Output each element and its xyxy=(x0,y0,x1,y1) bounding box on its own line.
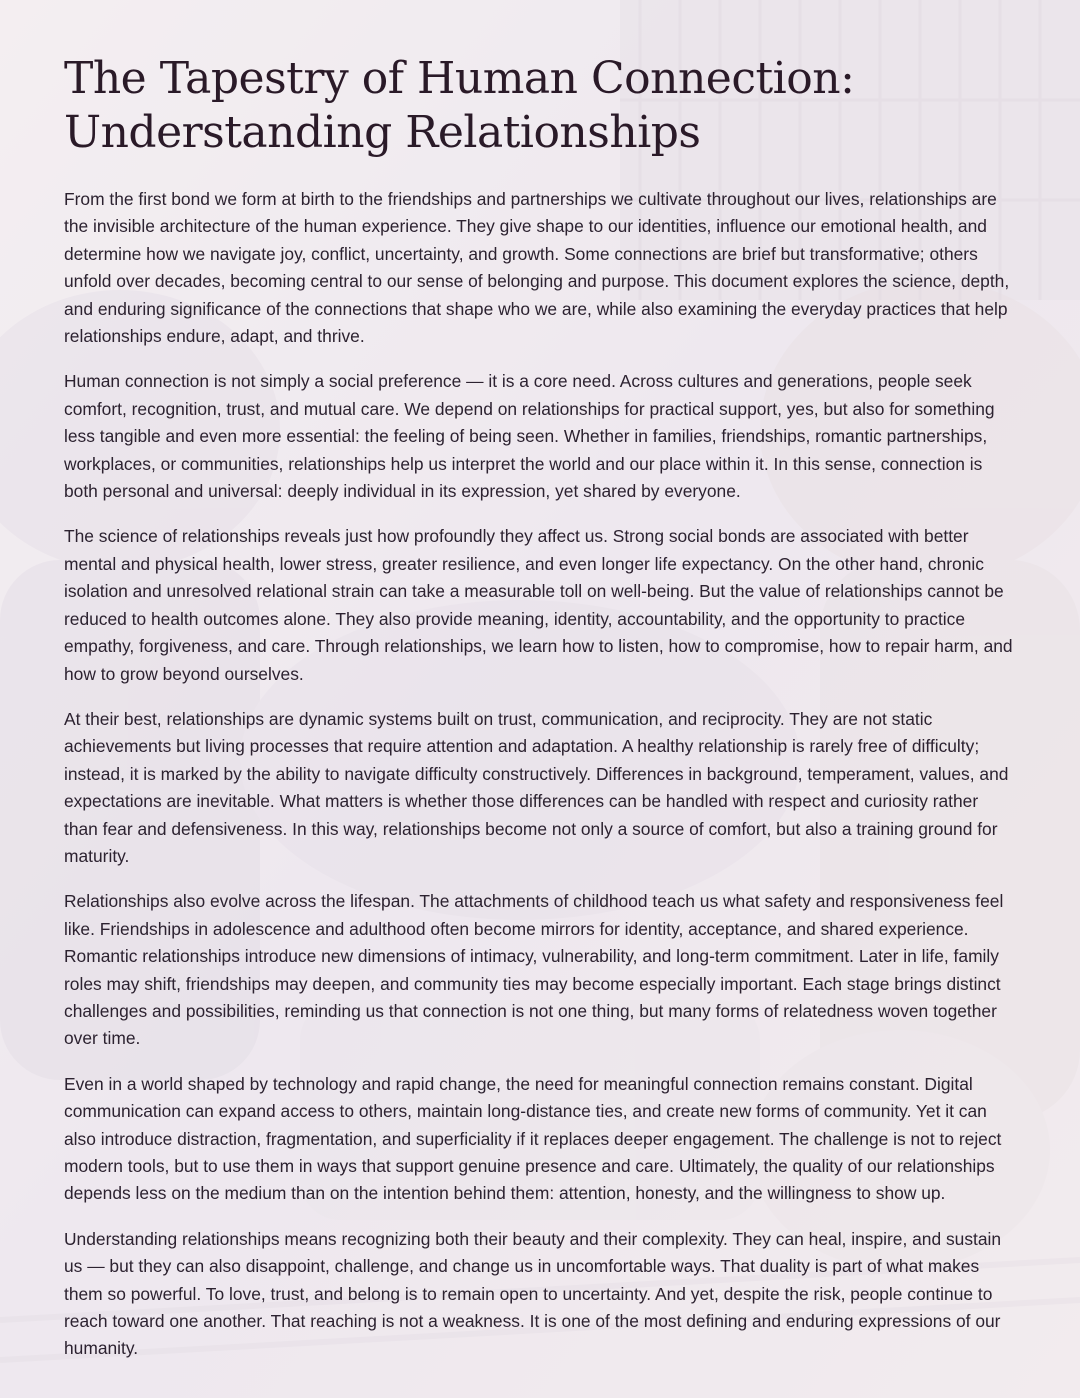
paragraph-5: Relationships also evolve across the lifespan. The attachments of childhood teach us what safety and responsiveness feel like. Friendships in adolescence and adulthood often become mirrors for identity, acceptance, and shared experience. Romantic relationships introduce new dimensions of intimacy, vulnerability, and long-term commitment. Later in life, family roles may shift, friendships may deepen, and community ties may become especially important. Each stage brings distinct challenges and possibilities, reminding us that connection is not one thing, but many forms of relatedness woven together over time. xyxy=(64,891,1004,1049)
paragraph-7: Understanding relationships means recognizing both their beauty and their complexity. They can heal, inspire, and sustain us — but they can also disappoint, challenge, and change us in uncomfortable ways. That duality is part of what makes them so powerful. To love, trust, and belong is to remain open to uncertainty. And yet, despite the risk, people continue to reach toward one another. That reaching is not a weakness. It is one of the most defining and enduring expressions of our humanity. xyxy=(64,1228,1002,1359)
paragraph-6: Even in a world shaped by technology and rapid change, the need for meaningful connection remains constant. Digital communication can expand access to others, maintain long-distance ties, and create new forms of community. Yet it can also introduce distraction, fragmentation, and superficiality if it replaces deeper engagement. The challenge is not to reject modern tools, but to use them in ways that support genuine presence and care. Ultimately, the quality of our relationships depends less on the medium than on the intention behind them: attention, honesty, and the willingness to show up. xyxy=(64,1073,1002,1204)
title-line-2: Understanding Relationships xyxy=(64,107,701,158)
title-line-1: The Tapestry of Human Connection: xyxy=(64,53,855,104)
paragraph-3: The science of relationships reveals just how profoundly they affect us. Strong social bonds are associated with better mental and physical health, lower stress, greater resilience, and even longer life expectancy. On the other hand, chronic isolation and unresolved relational strain can take a measurable toll on well-being. But the value of relationships cannot be reduced to health outcomes alone. They also provide meaning, identity, accountability, and the opportunity to practice empathy, forgiveness, and care. Through relationships, we learn how to listen, how to compromise, how to repair harm, and how to grow beyond ourselves. xyxy=(64,526,1013,684)
paragraph-2: Human connection is not simply a social preference — it is a core need. Across cultures and generations, people seek comfort, recognition, trust, and mutual care. We depend on relationships for practical support, yes, but also for something less tangible and even more essential: the feeling of being seen. Whether in families, friendships, romantic partnerships, workplaces, or communities, relationships help us interpret the world and our place within it. In this sense, connection is both personal and universal: deeply individual in its expression, yet shared by everyone. xyxy=(64,371,995,502)
page-title xyxy=(64,52,1016,160)
paragraph-4: At their best, relationships are dynamic systems built on trust, communication, and reciprocity. They are not static achievements but living processes that require attention and adaptation. A healthy relationship is rarely free of difficulty; instead, it is marked by the ability to navigate difficulty constructively. Differences in background, temperament, values, and expectations are inevitable. What matters is whether those differences can be handled with respect and curiosity rather than fear and defensiveness. In this way, relationships become not only a source of comfort, but also a training ground for maturity. xyxy=(64,708,1009,866)
paragraph-1: From the first bond we form at birth to the friendships and partnerships we cultivate throughout our lives, relationships are the invisible architecture of the human experience. They give shape to our identities, influence our emotional health, and determine how we navigate joy, conflict, uncertainty, and growth. Some connections are brief but transformative; others unfold over decades, becoming central to our sense of belonging and purpose. This document explores the science, depth, and enduring significance of the connections that shape who we are, while also examining the everyday practices that help relationships endure, adapt, and thrive. xyxy=(64,189,1010,347)
